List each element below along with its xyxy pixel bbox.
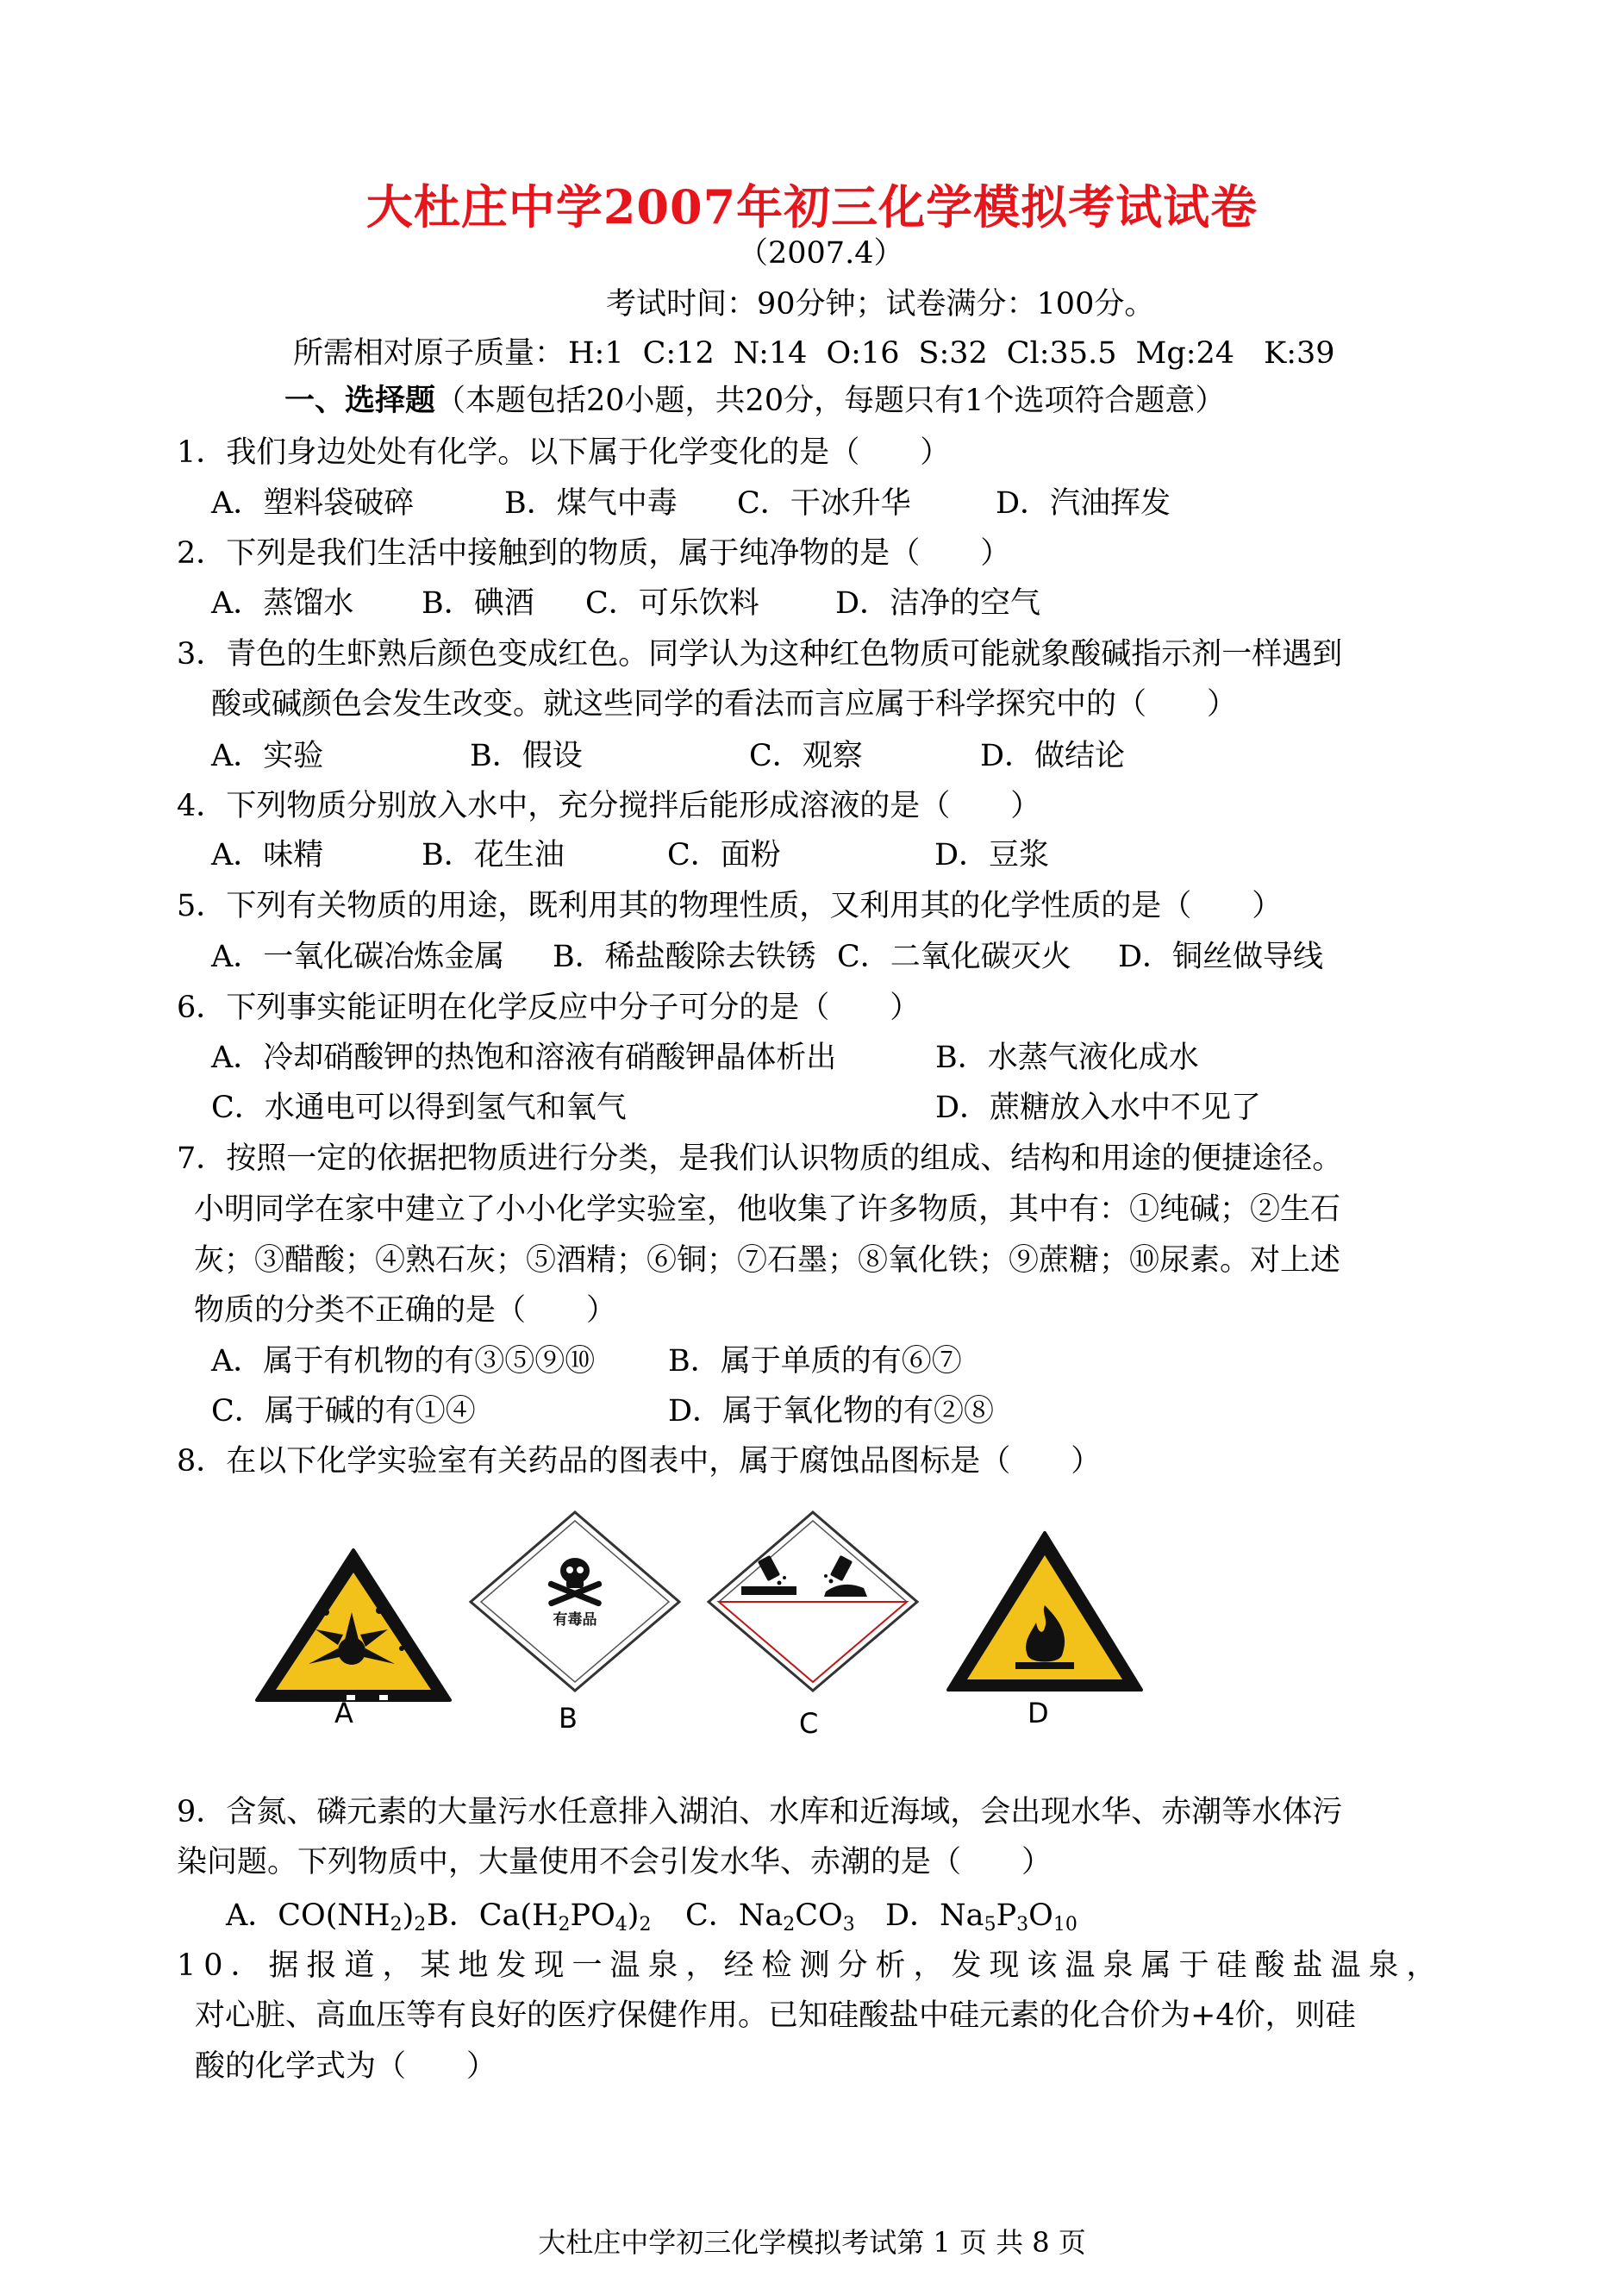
- corrosive-sign-icon: [705, 1509, 921, 1694]
- option-a: A．味精: [211, 838, 324, 872]
- mass-item: H:1: [568, 336, 624, 371]
- option-c: C．二氧化碳灭火: [837, 940, 1071, 974]
- option-a: A．冷却硝酸钾的热饱和溶液有硝酸钾晶体析出: [211, 1041, 837, 1075]
- option-c: C．水通电可以得到氢气和氧气: [211, 1091, 627, 1125]
- option-c: C．$Na_2CO_3$: [685, 1898, 855, 1935]
- option-c: C．干冰升华: [737, 486, 911, 521]
- section-title: 一、选择题: [284, 383, 436, 418]
- question-3-options: [211, 737, 1125, 775]
- option-a: A．一氧化碳冶炼金属: [211, 940, 505, 974]
- question-5: 5．下列有关物质的用途，既利用其的物理性质，又利用其的化学性质的是（ ）: [177, 889, 1283, 923]
- mass-item: N:14: [733, 336, 808, 371]
- option-d: D．属于氧化物的有②⑧: [668, 1394, 995, 1429]
- option-c: C．属于碱的有①④: [211, 1394, 476, 1429]
- section-heading: [284, 382, 1225, 420]
- question-4-options: [211, 836, 1049, 874]
- question-6-options-row-1: [211, 1039, 1199, 1077]
- question-7: 7．按照一定的依据把物质进行分类，是我们认识物质的组成、结构和用途的便捷途径。: [177, 1141, 1343, 1176]
- sign-label-c: C: [799, 1707, 819, 1740]
- option-d: D．汽油挥发: [996, 486, 1171, 521]
- option-b: B．水蒸气液化成水: [935, 1041, 1199, 1075]
- option-b: B．假设: [470, 739, 583, 773]
- question-9-line-2: 染问题。下列物质中，大量使用不会引发水华、赤潮的是（ ）: [177, 1845, 1052, 1879]
- mass-item: O:16: [826, 336, 900, 371]
- flammable-sign-icon: [941, 1526, 1148, 1698]
- question-10: 10．据报道，某地发现一温泉，经检测分析，发现该温泉属于硅酸盐温泉，: [177, 1948, 1445, 1983]
- question-1-options: [211, 485, 1171, 522]
- option-d: D．蔗糖放入水中不见了: [935, 1091, 1262, 1125]
- option-a: A．蒸馏水: [211, 586, 354, 621]
- question-10-line-2: 对心脏、高血压等有良好的医疗保健作用。已知硅酸盐中硅元素的化合价为+4价，则硅: [195, 1998, 1356, 2033]
- question-10-line-3: 酸的化学式为（ ）: [195, 2049, 497, 2084]
- atomic-masses-label: 所需相对原子质量：: [293, 336, 565, 371]
- sign-label-b: B: [559, 1702, 578, 1735]
- question-9-options: [226, 1897, 1077, 1944]
- option-b: B．稀盐酸除去铁锈: [553, 940, 816, 974]
- sign-label-a: A: [334, 1697, 353, 1729]
- question-4: 4．下列物质分别放入水中，充分搅拌后能形成溶液的是（ ）: [177, 789, 1041, 823]
- question-9: 9．含氮、磷元素的大量污水任意排入湖泊、水库和近海域，会出现水华、赤潮等水体污: [177, 1795, 1343, 1829]
- option-a: A．塑料袋破碎: [211, 486, 415, 521]
- poison-text: 有毒品: [553, 1611, 597, 1629]
- question-1: 1．我们身边处处有化学。以下属于化学变化的是（ ）: [177, 435, 951, 470]
- option-d: D．$Na_5P_3O_{10}$: [885, 1898, 1077, 1935]
- mass-item: K:39: [1264, 336, 1335, 371]
- toxic-sign-icon: [467, 1509, 683, 1694]
- question-2-options: [211, 585, 1040, 622]
- question-3-line-2: 酸或碱颜色会发生改变。就这些同学的看法而言应属于科学探究中的（ ）: [211, 687, 1238, 722]
- mass-item: C:12: [642, 336, 715, 371]
- page-title: 大杜庄中学2007年初三化学模拟考试试卷: [365, 179, 1259, 235]
- option-c: C．可乐饮料: [585, 586, 759, 621]
- option-a: A．实验: [211, 739, 324, 773]
- question-7-options-row-2: [211, 1392, 994, 1430]
- option-c: C．面粉: [667, 838, 781, 872]
- question-6-options-row-2: [211, 1089, 1261, 1127]
- mass-item: S:32: [918, 336, 988, 371]
- question-8: 8．在以下化学实验室有关药品的图表中，属于腐蚀品图标是（ ）: [177, 1444, 1102, 1479]
- option-b: B．煤气中毒: [504, 486, 678, 521]
- question-3: 3．青色的生虾熟后颜色变成红色。同学认为这种红色物质可能就象酸碱指示剂一样遇到: [177, 637, 1343, 672]
- option-d: D．做结论: [980, 739, 1126, 773]
- sign-label-d: D: [1027, 1697, 1049, 1729]
- page-footer: 大杜庄中学初三化学模拟考试第 1 页 共 8 页: [538, 2226, 1086, 2259]
- option-c: C．观察: [749, 739, 863, 773]
- exam-info: 考试时间：90分钟；试卷满分：100分。: [606, 287, 1155, 322]
- question-5-options: [211, 938, 1323, 976]
- option-b: B．属于单质的有⑥⑦: [668, 1344, 962, 1379]
- option-b: B．碘酒: [422, 586, 534, 621]
- option-a: A．属于有机物的有③⑤⑨⑩: [211, 1344, 596, 1379]
- question-2: 2．下列是我们生活中接触到的物质，属于纯净物的是（ ）: [177, 536, 1011, 571]
- option-b: B．$Ca(H_2PO_4)_2$: [427, 1898, 652, 1935]
- question-6: 6．下列事实能证明在化学反应中分子可分的是（ ）: [177, 991, 921, 1025]
- question-7-line-2: 小明同学在家中建立了小小化学实验室，他收集了许多物质，其中有：①纯碱；②生石: [194, 1192, 1341, 1227]
- option-d: D．铜丝做导线: [1118, 940, 1324, 974]
- question-7-line-3: 灰；③醋酸；④熟石灰；⑤酒精；⑥铜；⑦石墨；⑧氧化铁；⑨蔗糖；⑩尿素。对上述: [194, 1243, 1341, 1278]
- option-d: D．豆浆: [934, 838, 1050, 872]
- option-a: A．$CO(NH_2)_2$: [226, 1898, 427, 1935]
- mass-item: Mg:24: [1135, 336, 1235, 371]
- option-b: B．花生油: [422, 838, 565, 872]
- option-d: D．洁净的空气: [835, 586, 1041, 621]
- question-7-options-row-1: [211, 1342, 962, 1380]
- exam-date: （2007.4）: [738, 236, 904, 271]
- hazard-signs-figure: [241, 1509, 1155, 1740]
- section-note: （本题包括20小题，共20分，每题只有1个选项符合题意）: [435, 384, 1226, 418]
- question-7-line-4: 物质的分类不正确的是（ ）: [194, 1293, 617, 1328]
- atomic-masses: [293, 335, 1354, 372]
- explosive-sign-icon: [250, 1543, 457, 1707]
- mass-item: Cl:35.5: [1006, 336, 1117, 371]
